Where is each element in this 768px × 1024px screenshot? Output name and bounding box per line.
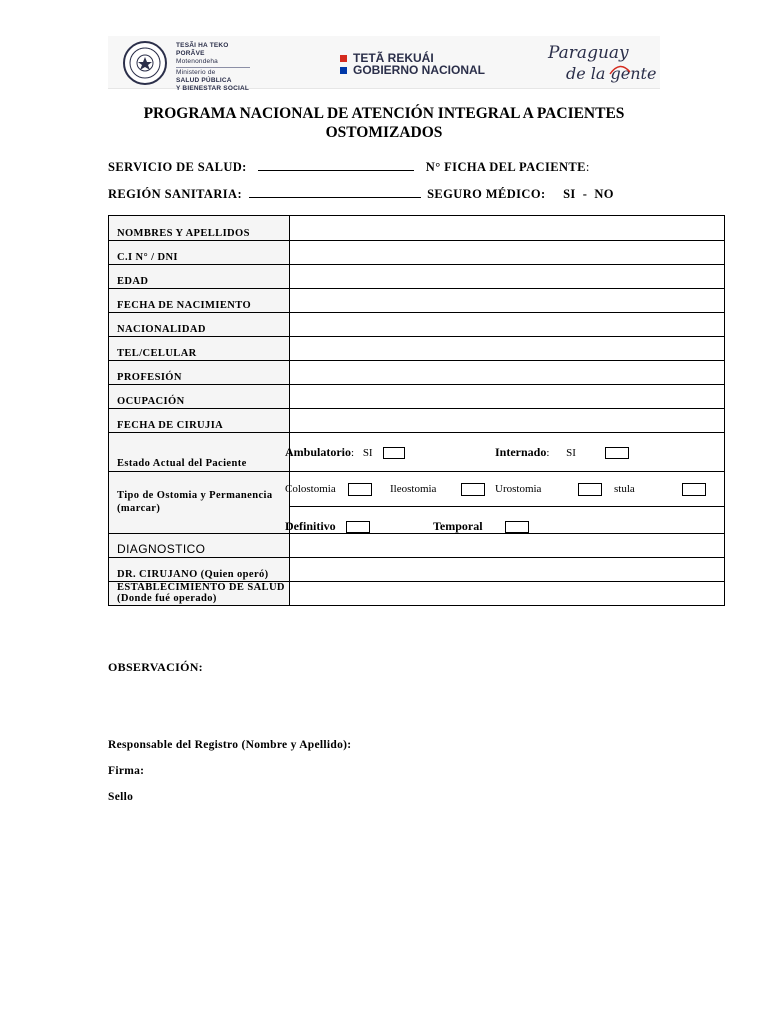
row-label: TEL/CELULAR [109, 337, 290, 361]
gov-line-2: GOBIERNO NACIONAL [353, 63, 485, 77]
definitivo-label: Definitivo [285, 519, 336, 533]
row-label: FECHA DE NACIMIENTO [109, 289, 290, 313]
observacion-label: OBSERVACIÓN: [108, 660, 203, 674]
internado-si-label: SI [566, 447, 576, 459]
seguro-options[interactable]: SI - NO [563, 187, 614, 201]
title-line-1: PROGRAMA NACIONAL DE ATENCIÓN INTEGRAL A PACIENTES [143, 105, 625, 122]
establecimiento-input[interactable] [290, 582, 725, 606]
ambulatorio-si-label: SI [362, 447, 373, 459]
ficha-label: N° FICHA DEL PACIENTE [425, 160, 586, 174]
temporal-option [433, 519, 529, 534]
row-input[interactable] [290, 265, 725, 289]
table-row [109, 558, 725, 582]
temporal-checkbox[interactable] [505, 521, 529, 533]
urostomia-option [495, 483, 602, 496]
paraguay-slogan-logo [544, 38, 657, 86]
urostomia-label: Urostomia [495, 483, 542, 496]
ileostomia-checkbox[interactable] [461, 483, 485, 496]
internado-label: Internado [495, 445, 547, 459]
estado-row [109, 433, 725, 472]
ministry-divider [176, 67, 250, 68]
colostomia-checkbox[interactable] [348, 483, 372, 496]
row-input[interactable] [290, 409, 725, 433]
table-row [109, 534, 725, 558]
definitivo-option [285, 519, 370, 534]
row-input[interactable] [290, 385, 725, 409]
row-input[interactable] [290, 241, 725, 265]
table-row [109, 582, 725, 606]
ileostomia-label: Ileostomia [390, 483, 437, 496]
table-row [109, 385, 725, 409]
fistula-option [614, 483, 706, 496]
ambulatorio-checkbox[interactable] [383, 447, 405, 459]
ministry-line: TESÃI HA TEKO [176, 42, 229, 49]
fistula-label: stula [614, 483, 635, 496]
cirujano-input[interactable] [290, 558, 725, 582]
tipo-label: Tipo de Ostomia y Permanencia (marcar) [109, 472, 290, 534]
red-square-icon [340, 55, 347, 62]
seguro-label: SEGURO MÉDICO: [427, 187, 546, 201]
region-label: REGIÓN SANITARIA: [108, 187, 243, 201]
ministry-line: PORÃVE [176, 50, 205, 57]
ambulatorio-label: Ambulatorio [285, 445, 351, 459]
internado-checkbox[interactable] [605, 447, 629, 459]
cirujano-label: DR. CIRUJANO (Quien operó) [109, 558, 290, 582]
responsable-label: Responsable del Registro (Nombre y Apellido): [108, 739, 352, 751]
ileostomia-option [390, 483, 485, 496]
row-label: NOMBRES Y APELLIDOS [109, 216, 290, 241]
internado-option: Internado: SI [495, 445, 629, 460]
urostomia-checkbox[interactable] [578, 483, 602, 496]
table-row [109, 313, 725, 337]
government-logo [340, 52, 485, 76]
document-title [108, 104, 660, 142]
row-label: C.I N° / DNI [109, 241, 290, 265]
servicio-field[interactable] [258, 160, 414, 171]
diagnostico-label: DIAGNOSTICO [109, 534, 290, 558]
row-input[interactable] [290, 216, 725, 241]
gov-line-1: TETÃ REKUÁI [353, 51, 434, 65]
patient-data-table [108, 215, 725, 606]
table-row [109, 289, 725, 313]
fistula-checkbox[interactable] [682, 483, 706, 496]
establecimiento-label: ESTABLECIMIENTO DE SALUD (Donde fué operado) [109, 582, 290, 606]
ministry-name [176, 42, 250, 93]
row-label: PROFESIÓN [109, 361, 290, 385]
ministry-line: Ministerio de [176, 69, 216, 76]
table-row [109, 409, 725, 433]
row-label: OCUPACIÓN [109, 385, 290, 409]
table-row [109, 216, 725, 241]
colostomia-option [285, 483, 372, 496]
diagnostico-input[interactable] [290, 534, 725, 558]
title-line-2: OSTOMIZADOS [325, 124, 443, 141]
table-row [109, 265, 725, 289]
sello-label: Sello [108, 791, 134, 803]
temporal-label: Temporal [433, 519, 483, 533]
region-row [108, 187, 614, 202]
row-label: NACIONALIDAD [109, 313, 290, 337]
servicio-row [108, 160, 590, 175]
slogan-line-2: de la gente [566, 64, 657, 83]
row-input[interactable] [290, 337, 725, 361]
row-input[interactable] [290, 361, 725, 385]
row-label: EDAD [109, 265, 290, 289]
ambulatorio-option: Ambulatorio: SI [285, 445, 405, 460]
table-row [109, 361, 725, 385]
definitivo-checkbox[interactable] [346, 521, 370, 533]
region-field[interactable] [249, 187, 421, 198]
ministry-line: Motenondeha [176, 58, 218, 65]
row-input[interactable] [290, 313, 725, 337]
colostomia-label: Colostomia [285, 483, 336, 496]
table-row [109, 337, 725, 361]
slogan-line-1: Paraguay [548, 43, 629, 63]
ficha-colon: : [585, 160, 590, 174]
blue-square-icon [340, 67, 347, 74]
ministry-line: Y BIENESTAR SOCIAL [176, 85, 250, 92]
firma-label: Firma: [108, 765, 145, 777]
row-input[interactable] [290, 289, 725, 313]
estado-label: Estado Actual del Paciente [109, 433, 290, 472]
row-label: FECHA DE CIRUJIA [109, 409, 290, 433]
ministry-line: SALUD PÚBLICA [176, 77, 232, 84]
ministry-seal-logo [122, 40, 168, 86]
table-row [109, 241, 725, 265]
servicio-label: SERVICIO DE SALUD: [108, 160, 247, 174]
